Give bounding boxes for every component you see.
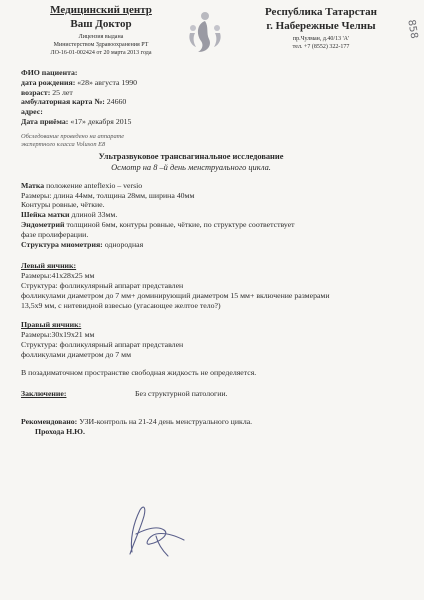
myometrium-text: однородная bbox=[102, 239, 144, 249]
clinic-address: пр.Чулман, д.40/13 'А' bbox=[292, 36, 350, 42]
endometrium-text: толщиной 6мм, контуры ровные, чёткие, по структуре соответствует bbox=[64, 219, 295, 229]
right-ovary-label: Правый яичник: bbox=[21, 320, 82, 330]
visit-label: Дата приёма: bbox=[21, 116, 69, 126]
cervix-text: длиной 33мм. bbox=[69, 210, 118, 220]
conclusion-label: Заключение: bbox=[21, 389, 67, 399]
recommendation-text: УЗИ-контроль на 21-24 день менструального цикла. bbox=[77, 417, 253, 427]
city-title: г. Набережные Челны bbox=[266, 20, 376, 32]
report-title: Ультразвуковое трансвагинальное исследование bbox=[98, 151, 284, 161]
left-ovary-line-4: 13,5х9 мм, с нитевидной взвесью (угасающее желтое тело?) bbox=[21, 300, 221, 310]
dob-value: «28» августа 1990 bbox=[77, 77, 138, 87]
clinic-center: Медицинский центр bbox=[50, 4, 152, 16]
left-ovary-label: Левый яичник: bbox=[21, 261, 77, 271]
uterus-position: положение anteflexio – versio bbox=[44, 180, 143, 190]
report-subtitle: Осмотр на 8 –й день менструального цикла. bbox=[111, 162, 271, 172]
clinic-phone: тел. +7 (8552) 322-177 bbox=[292, 44, 350, 50]
card-label: амбулаторная карта №: bbox=[21, 97, 105, 107]
device-note-1: Обследование проведено на аппарате bbox=[21, 132, 125, 140]
doctor-name: Прохода Н.Ю. bbox=[35, 426, 85, 436]
uterus-sizes: Размеры: длина 44мм, толщина 28мм, ширина 40мм bbox=[21, 190, 195, 200]
doctor-signature bbox=[100, 500, 195, 562]
license-line-1: Лицензия выдана bbox=[78, 34, 124, 40]
endometrium-label: Эндометрий bbox=[21, 219, 65, 229]
address-label: адрес: bbox=[21, 107, 43, 117]
conclusion-text: Без структурной патологии. bbox=[135, 389, 228, 399]
age-label: возраст: bbox=[21, 87, 51, 97]
myometrium-label: Структура миометрия: bbox=[21, 239, 103, 249]
fio-label: ФИО пациента: bbox=[21, 68, 78, 77]
device-note-2: экспертного класса Voluson E8 bbox=[21, 140, 106, 148]
recommendation-label: Рекомендовано: bbox=[21, 417, 78, 427]
license-line-2: Министерством Здравоохранения РТ bbox=[53, 42, 149, 48]
age-value: 25 лет bbox=[52, 87, 73, 97]
dob-label: дата рождения: bbox=[21, 77, 76, 87]
right-ovary-line-3: фолликулами диаметром до 7 мм bbox=[21, 349, 132, 359]
visit-value: «17» декабря 2015 bbox=[70, 116, 132, 126]
cervix-label: Шейка матки bbox=[21, 210, 70, 220]
card-value: 24660 bbox=[106, 97, 127, 107]
fluid-text: В позадиматочном пространстве свободная жидкость не определяется. bbox=[21, 367, 257, 377]
uterus-contours: Контуры ровные, чёткие. bbox=[21, 200, 105, 210]
left-ovary-structure: Структура: фолликулярный аппарат представлен bbox=[21, 280, 184, 290]
clinic-name: Ваш Доктор bbox=[70, 18, 132, 30]
left-ovary-sizes: Размеры:41х28х25 мм bbox=[21, 271, 95, 281]
handwritten-number: 858 bbox=[405, 18, 420, 40]
clinic-logo bbox=[182, 8, 228, 54]
document-body bbox=[21, 68, 416, 437]
right-ovary-structure: Структура: фолликулярный аппарат представлен bbox=[21, 339, 184, 349]
license-line-3: ЛО-16-01-002424 от 20 марта 2013 года bbox=[50, 50, 152, 56]
uterus-label: Матка bbox=[21, 180, 45, 190]
republic-title: Республика Татарстан bbox=[264, 6, 377, 18]
endometrium-text-2: фазе пролиферации. bbox=[21, 229, 89, 239]
left-ovary-line-3: фолликулами диаметром до 7 мм+ доминирующий диаметром 15 мм+ включение размерами bbox=[21, 290, 330, 300]
right-ovary-sizes: Размеры:30х19х21 мм bbox=[21, 330, 95, 340]
